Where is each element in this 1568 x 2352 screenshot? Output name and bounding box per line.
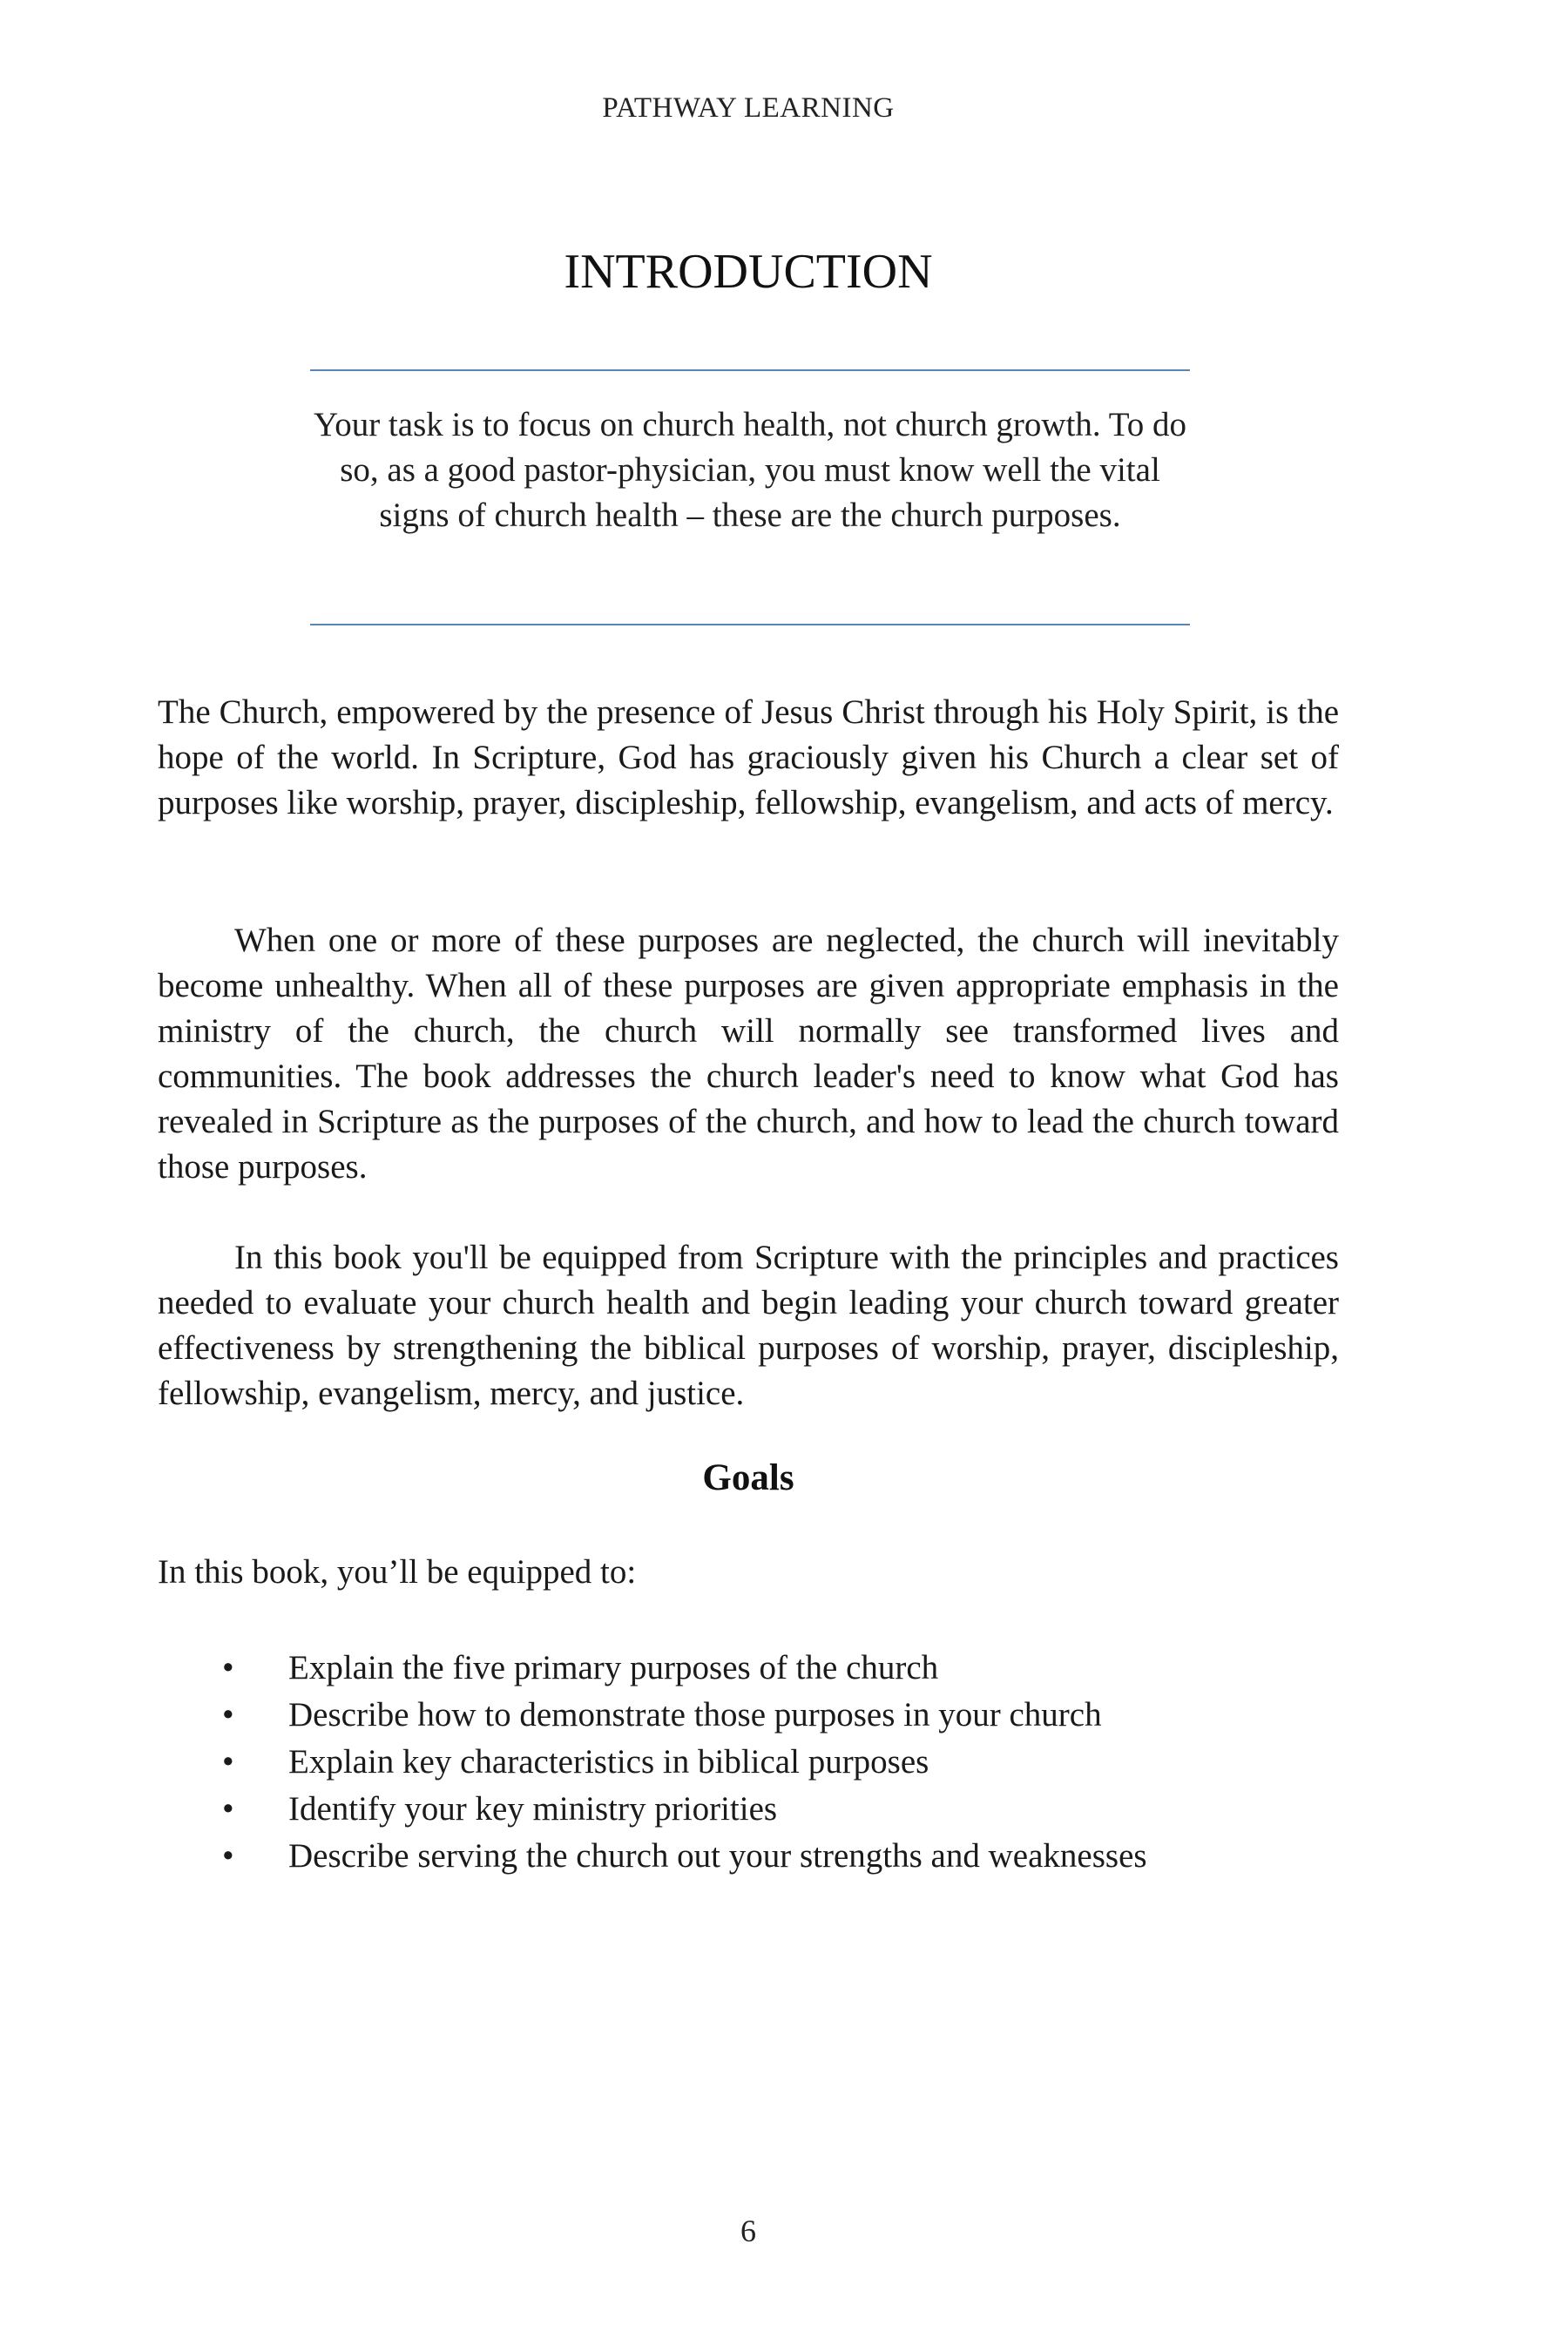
goal-list-item [222, 1833, 1147, 1880]
goal-list-item [222, 1739, 1147, 1786]
goal-list [222, 1645, 1147, 1880]
goal-text: Describe how to demonstrate those purposes in your church [288, 1696, 1102, 1734]
bullet-icon: • [222, 1790, 234, 1828]
body-paragraph-3: In this book you'll be equipped from Scripture with the principles and practices needed to evaluate your church health and begin leading your church toward greater effectiveness by strengthening the biblical purposes of worship, prayer, discipleship, fellowship, evangelism, mercy, and justice. [158, 1239, 1339, 1412]
bullet-icon: • [222, 1696, 234, 1734]
body-paragraph-2: When one or more of these purposes are neglected, the church will inevitably become unhealthy. When all of these purposes are given appropriate emphasis in the ministry of the church, the church will normally see transformed lives and communities. The book addresses the church leader's need to know what God has revealed in Scripture as the purposes of the church, and how to lead the church toward those purposes. [158, 922, 1339, 1186]
goal-text: Describe serving the church out your strengths and weaknesses [288, 1837, 1147, 1875]
goal-list-item [222, 1692, 1147, 1739]
bullet-icon: • [222, 1649, 234, 1686]
chapter-title: INTRODUCTION [564, 245, 933, 299]
body-paragraph-1: The Church, empowered by the presence of Jesus Christ through his Holy Spirit, is the hope of the world. In Scripture, God has graciously given his Church a clear set of purposes like worship, prayer, discipleship, fellowship, evangelism, and acts of mercy. [158, 693, 1339, 821]
pull-quote: Your task is to focus on church health, not church growth. To do so, as a good pastor-physician, you must know well the vital signs of church health – these are the church purposes. [313, 406, 1187, 534]
goals-heading: Goals [702, 1457, 794, 1498]
bullet-icon: • [222, 1837, 234, 1875]
running-header: PATHWAY LEARNING [602, 92, 895, 124]
goal-text: Explain the five primary purposes of the church [288, 1649, 939, 1686]
goals-intro: In this book, you’ll be equipped to: [158, 1553, 637, 1591]
pull-quote-top-rule [310, 369, 1190, 371]
page-number: 6 [740, 2213, 756, 2248]
goal-list-item [222, 1645, 1147, 1692]
goal-list-item [222, 1786, 1147, 1833]
pull-quote-bottom-rule [310, 624, 1190, 625]
bullet-icon: • [222, 1743, 234, 1781]
goal-text: Explain key characteristics in biblical purposes [288, 1743, 929, 1781]
goal-text: Identify your key ministry priorities [288, 1790, 778, 1828]
